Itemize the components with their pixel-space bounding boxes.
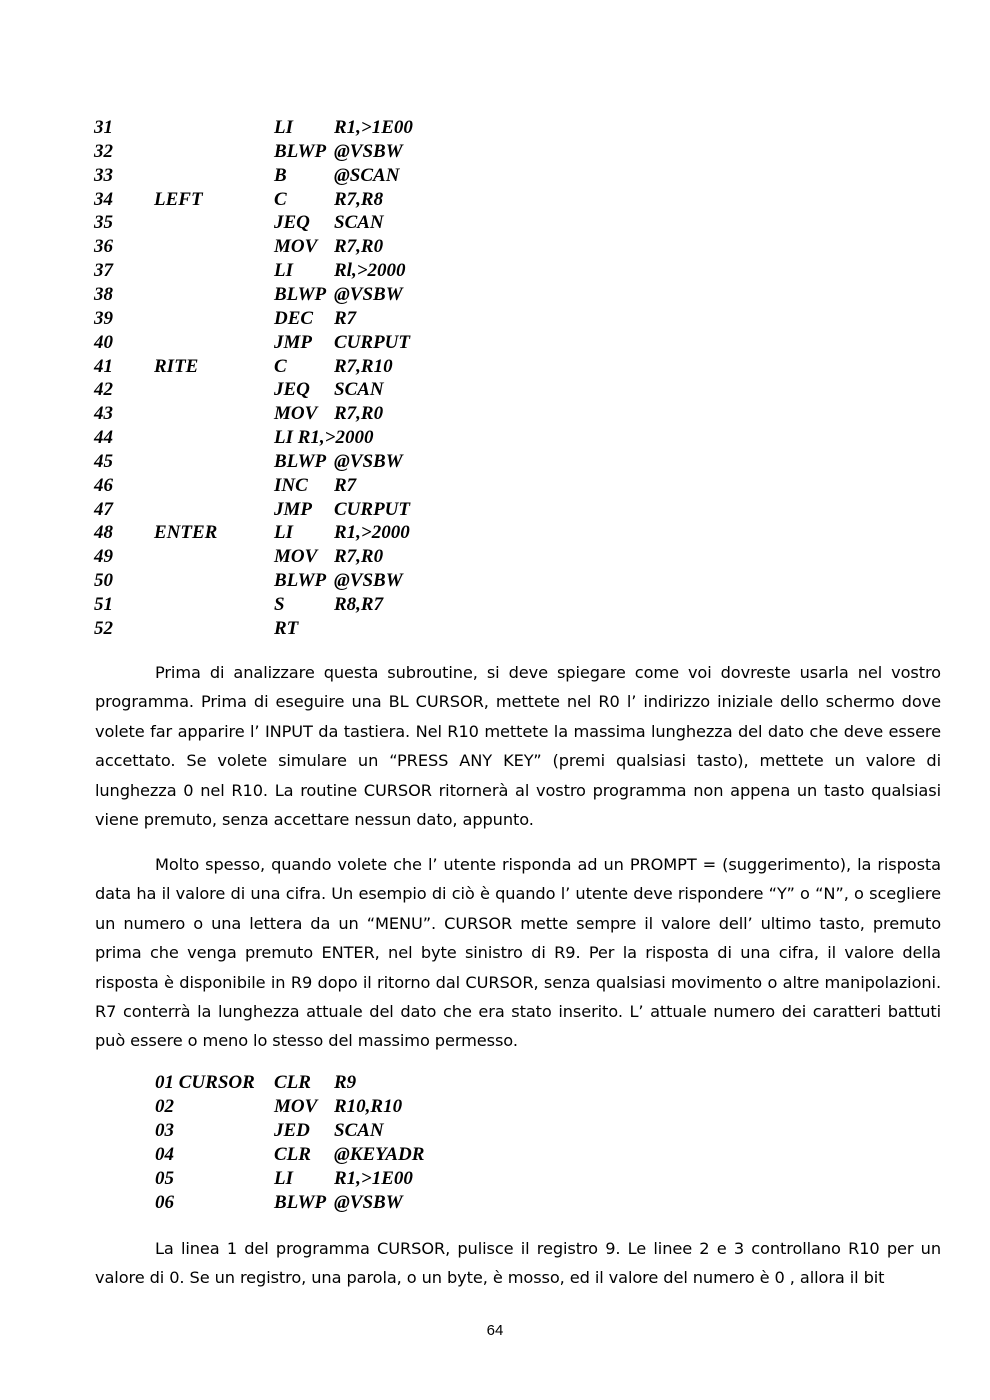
code-operand: R1,>2000 bbox=[334, 522, 410, 544]
code-opcode: MOV bbox=[274, 236, 318, 258]
line-number: 01 CURSOR bbox=[155, 1072, 255, 1093]
code-opcode: INC bbox=[274, 474, 308, 496]
code-label: ENTER bbox=[154, 522, 218, 544]
code-operand: @VSBW bbox=[334, 450, 403, 472]
code-operand: CURPUT bbox=[334, 331, 410, 353]
line-number: 52 bbox=[94, 617, 113, 639]
code-opcode: LI bbox=[274, 1168, 293, 1189]
code-operand: R7 bbox=[334, 474, 357, 496]
code-operand: R7,R10 bbox=[334, 355, 393, 377]
code-opcode: LI bbox=[274, 260, 293, 282]
code-operand: Rl,>2000 bbox=[334, 260, 406, 282]
code-opcode: S bbox=[274, 594, 285, 615]
code-label: RITE bbox=[154, 355, 199, 377]
code-operand: SCAN bbox=[334, 1120, 384, 1141]
code-opcode: LI R1,>2000 bbox=[274, 427, 374, 449]
code-opcode: JEQ bbox=[274, 212, 310, 234]
line-number: 50 bbox=[94, 570, 113, 592]
line-number: 33 bbox=[94, 164, 113, 186]
code-operand: R7,R0 bbox=[334, 403, 384, 425]
paragraph-usage: Prima di analizzare questa subroutine, si deve spiegare come voi dovreste usarla nel vostro programma. Prima di eseguire una BL CURSOR, mettete nel R0 l’ indirizzo iniziale dello schermo dove volete far apparire l’ INPUT da tastiera. Nel R10 mettete la massima lunghezza del dato che deve essere accettato. Se volete simulare un “PRESS ANY KEY” (premi qualsiasi tasto), mettete un valore di lunghezza 0 nel R10. La routine CURSOR ritornerà al vostro programma non appena un tasto qualsiasi viene premuto, senza accettare nessun dato, appunto. bbox=[95, 663, 941, 830]
code-opcode: CLR bbox=[274, 1072, 311, 1093]
code-operand: @KEYADR bbox=[334, 1144, 425, 1165]
code-operand: SCAN bbox=[334, 212, 384, 234]
code-operand: @VSBW bbox=[334, 570, 403, 592]
code-operand: R9 bbox=[334, 1072, 357, 1093]
line-number: 38 bbox=[94, 283, 113, 305]
code-opcode: JMP bbox=[274, 498, 312, 520]
line-number: 03 bbox=[155, 1120, 174, 1141]
code-operand: @VSBW bbox=[334, 140, 403, 162]
code-opcode: JMP bbox=[274, 331, 312, 353]
code-operand: @SCAN bbox=[334, 164, 400, 186]
code-operand: R7 bbox=[334, 307, 357, 329]
code-opcode: CLR bbox=[274, 1144, 311, 1165]
code-operand: CURPUT bbox=[334, 498, 410, 520]
line-number: 35 bbox=[94, 212, 113, 234]
code-opcode: RT bbox=[274, 617, 299, 639]
code-opcode: MOV bbox=[274, 546, 318, 568]
line-number: 48 bbox=[94, 522, 113, 544]
code-opcode: MOV bbox=[274, 1096, 318, 1117]
line-number: 47 bbox=[94, 498, 113, 520]
line-number: 51 bbox=[94, 594, 113, 615]
code-opcode: JED bbox=[274, 1120, 310, 1141]
code-operand: R7,R0 bbox=[334, 236, 384, 258]
code-opcode: MOV bbox=[274, 403, 318, 425]
page-number: 64 bbox=[486, 1322, 504, 1339]
code-opcode: JEQ bbox=[274, 379, 310, 401]
code-operand: R1,>1E00 bbox=[334, 117, 413, 138]
line-number: 49 bbox=[94, 546, 113, 568]
code-label: LEFT bbox=[154, 188, 203, 210]
code-opcode: C bbox=[274, 188, 287, 210]
code-operand: SCAN bbox=[334, 379, 384, 401]
line-number: 05 bbox=[155, 1168, 174, 1189]
code-opcode: B bbox=[274, 164, 287, 186]
code-opcode: C bbox=[274, 355, 287, 377]
paragraph-line-explanation: La linea 1 del programma CURSOR, pulisce il registro 9. Le linee 2 e 3 controllano R10 per un valore di 0. Se un registro, una parola, o un byte, è mosso, ed il valore del numero è 0 , allora il bit bbox=[95, 1239, 941, 1288]
line-number: 37 bbox=[94, 260, 113, 282]
line-number: 43 bbox=[94, 403, 113, 425]
code-operand: R10,R10 bbox=[334, 1096, 403, 1117]
code-operand: R8,R7 bbox=[334, 594, 384, 615]
line-number: 31 bbox=[94, 117, 113, 138]
line-number: 42 bbox=[94, 379, 113, 401]
line-number: 40 bbox=[94, 331, 113, 353]
code-operand: @VSBW bbox=[334, 1192, 403, 1213]
code-opcode: BLWP bbox=[274, 140, 327, 162]
code-opcode: LI bbox=[274, 522, 293, 544]
line-number: 06 bbox=[155, 1192, 174, 1213]
line-number: 34 bbox=[94, 188, 113, 210]
line-number: 04 bbox=[155, 1144, 174, 1165]
paragraph-single-digit: Molto spesso, quando volete che l’ utente risponda ad un PROMPT = (suggerimento), la risposta data ha il valore di una cifra. Un esempio di ciò è quando l’ utente deve rispondere “Y” o “N”, o scegliere un numero o una lettera da un “MENU”. CURSOR mette sempre il valore dell’ ultimo tasto, premuto prima che venga premuto ENTER, nel byte sinistro di R9. Per la risposta di una cifra, il valore della risposta è disponibile in R9 dopo il ritorno dal CURSOR, senza qualsiasi movimento o altre manipolazioni. R7 conterrà la lunghezza attuale del dato che era stato inserito. L’ attuale numero dei caratteri battuti può essere o meno lo stesso del massimo permesso. bbox=[95, 855, 941, 1051]
code-operand: R7,R0 bbox=[334, 546, 384, 568]
line-number: 41 bbox=[94, 355, 113, 377]
line-number: 32 bbox=[94, 140, 113, 162]
code-opcode: BLWP bbox=[274, 450, 327, 472]
line-number: 36 bbox=[94, 236, 113, 258]
line-number: 46 bbox=[94, 474, 113, 496]
code-opcode: BLWP bbox=[274, 570, 327, 592]
code-opcode: BLWP bbox=[274, 1192, 327, 1213]
code-operand: @VSBW bbox=[334, 283, 403, 305]
code-operand: R1,>1E00 bbox=[334, 1168, 413, 1189]
line-number: 02 bbox=[155, 1096, 174, 1117]
code-operand: R7,R8 bbox=[334, 188, 384, 210]
code-opcode: BLWP bbox=[274, 283, 327, 305]
code-opcode: DEC bbox=[274, 307, 314, 329]
line-number: 39 bbox=[94, 307, 113, 329]
code-opcode: LI bbox=[274, 117, 293, 138]
line-number: 44 bbox=[94, 427, 113, 449]
line-number: 45 bbox=[94, 450, 113, 472]
